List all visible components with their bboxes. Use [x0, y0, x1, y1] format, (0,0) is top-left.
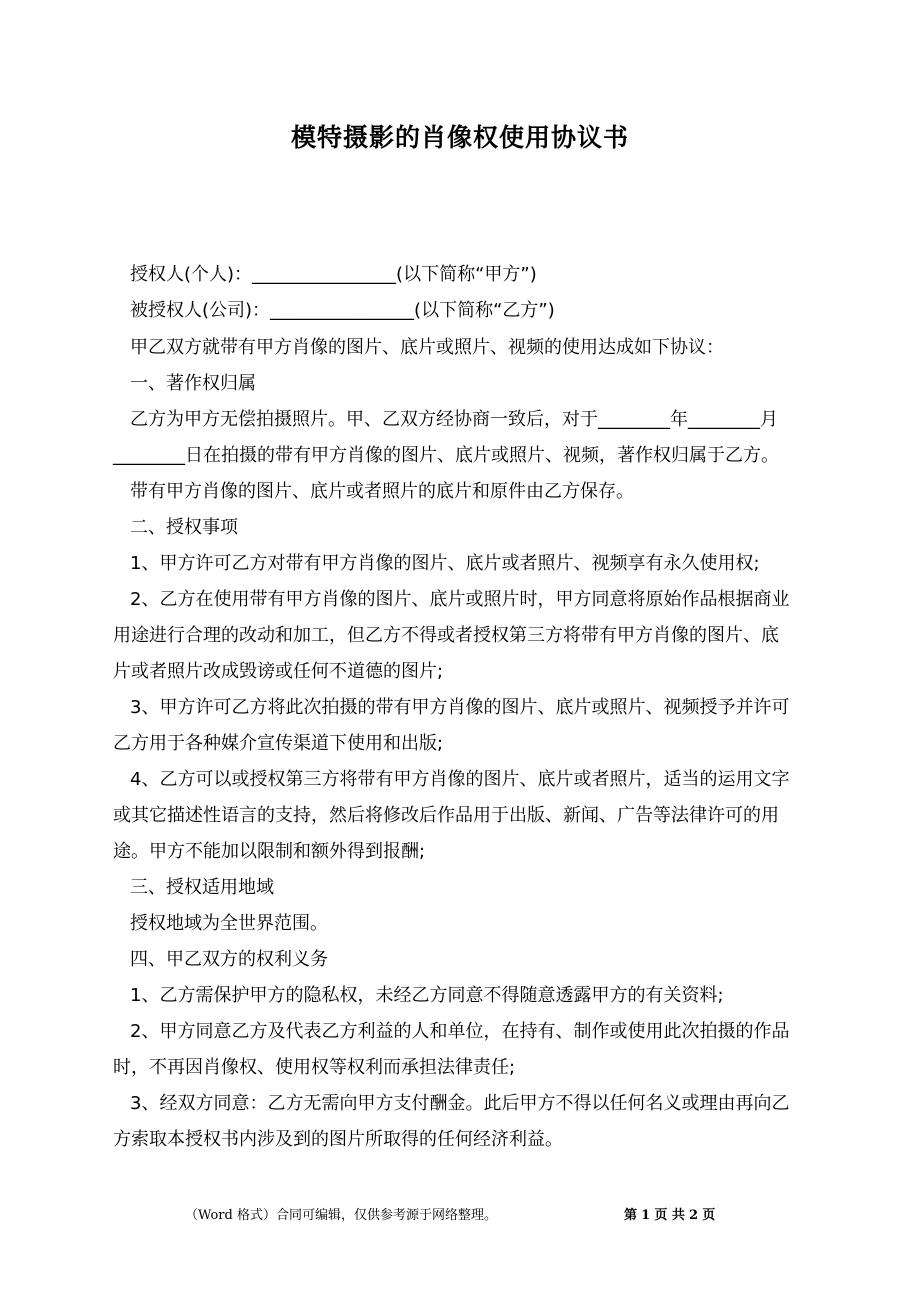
- paragraph-line: 授权地域为全世界范围。: [130, 913, 328, 934]
- page-current: 1: [641, 1208, 651, 1223]
- footer-note: （Word 格式）合同可编辑，仅供参考源于网络整理。: [185, 1208, 497, 1223]
- paragraph-line: 乙方为甲方无偿拍摄照片。甲、乙双方经协商一致后，对于________年________月: [130, 409, 778, 430]
- paragraph-line: 乙方用于各种媒介宣传渠道下使用和出版;: [113, 733, 444, 754]
- section-heading: 三、授权适用地域: [130, 877, 274, 898]
- page-mid: 页 共: [654, 1208, 685, 1223]
- document-title: 模特摄影的肖像权使用协议书: [290, 123, 629, 152]
- paragraph-line: 2、乙方在使用带有甲方肖像的图片、底片或照片时，甲方同意将原始作品根据商业: [130, 589, 790, 610]
- page-total: 2: [689, 1208, 699, 1223]
- section-heading: 四、甲乙双方的权利义务: [130, 949, 328, 970]
- paragraph-line: 途。甲方不能加以限制和额外得到报酬;: [113, 841, 426, 862]
- paragraph-line: 2、甲方同意乙方及代表乙方利益的人和单位，在持有、制作或使用此次拍摄的作品: [130, 1021, 790, 1042]
- paragraph-line: 时，不再因肖像权、使用权等权利而承担法律责任;: [113, 1057, 516, 1078]
- paragraph-line: 授权人(个人)：________________(以下简称“甲方”): [130, 264, 537, 285]
- paragraph-line: 1、乙方需保护甲方的隐私权，未经乙方同意不得随意透露甲方的有关资料;: [130, 985, 724, 1006]
- paragraph-line: 带有甲方肖像的图片、底片或者照片的底片和原件由乙方保存。: [130, 481, 634, 502]
- paragraph-line: 1、甲方许可乙方对带有甲方肖像的图片、底片或者照片、视频享有永久使用权;: [130, 553, 760, 574]
- section-heading: 一、著作权归属: [130, 373, 256, 394]
- page-prefix: 第: [624, 1208, 638, 1223]
- page-suffix: 页: [702, 1208, 716, 1223]
- paragraph-line: 方索取本授权书内涉及到的图片所取得的任何经济利益。: [113, 1129, 563, 1150]
- paragraph-line: 甲乙双方就带有甲方肖像的图片、底片或照片、视频的使用达成如下协议：: [130, 337, 724, 358]
- paragraph-line: 用途进行合理的改动和加工，但乙方不得或者授权第三方将带有甲方肖像的图片、底: [113, 625, 779, 646]
- paragraph-line: ________日在拍摄的带有甲方肖像的图片、底片或照片、视频，著作权归属于乙方。: [113, 445, 779, 466]
- paragraph-line: 3、甲方许可乙方将此次拍摄的带有甲方肖像的图片、底片或照片、视频授予并许可: [130, 697, 790, 718]
- paragraph-line: 或其它描述性语言的支持，然后将修改后作品用于出版、新闻、广告等法律许可的用: [113, 805, 779, 826]
- paragraph-line: 3、经双方同意：乙方无需向甲方支付酬金。此后甲方不得以任何名义或理由再向乙: [130, 1093, 790, 1114]
- paragraph-line: 4、乙方可以或授权第三方将带有甲方肖像的图片、底片或者照片，适当的运用文字: [130, 769, 790, 790]
- paragraph-line: 被授权人(公司)：________________(以下简称“乙方”): [130, 300, 555, 321]
- page-number: [624, 1204, 715, 1223]
- section-heading: 二、授权事项: [130, 517, 238, 538]
- paragraph-line: 片或者照片改成毁谤或任何不道德的图片;: [113, 661, 444, 682]
